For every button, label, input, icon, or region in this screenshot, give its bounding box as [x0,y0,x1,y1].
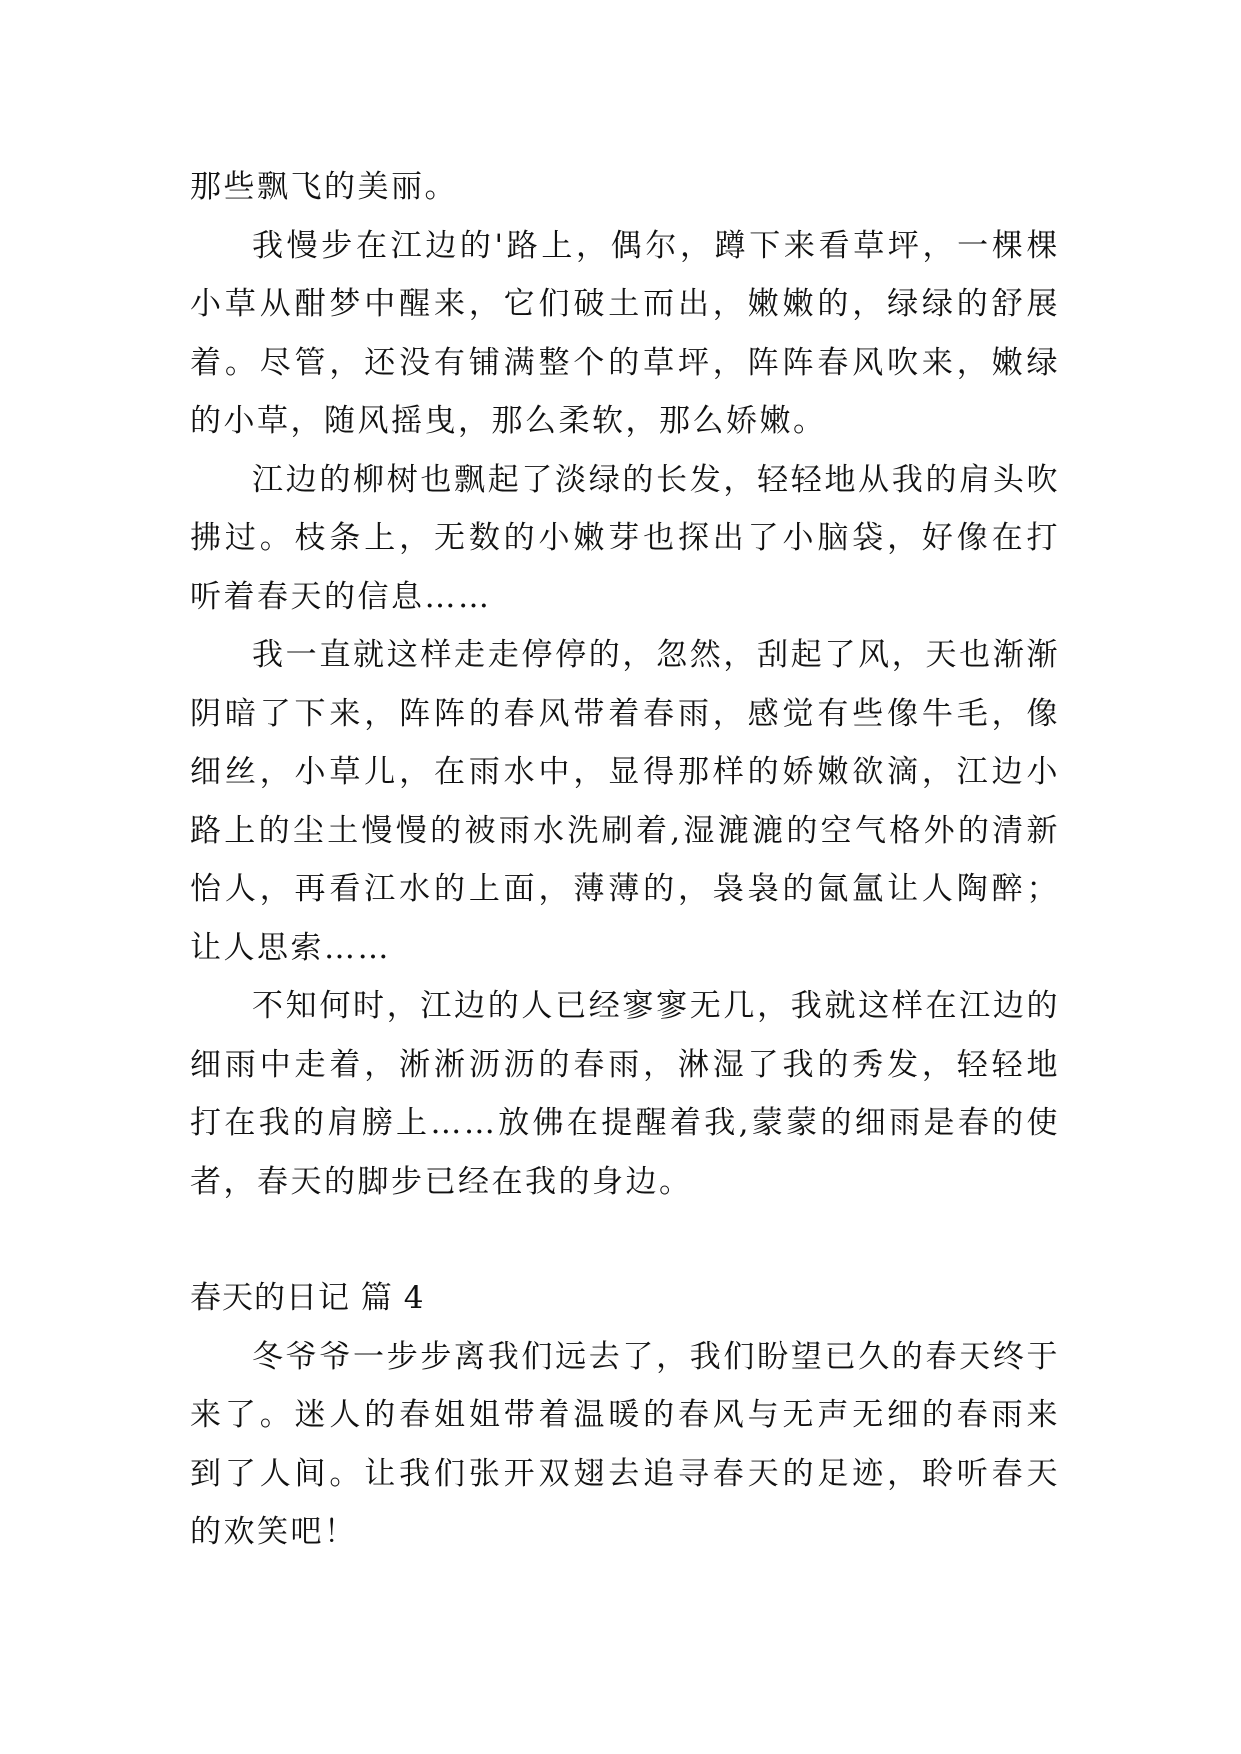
document-body [190,158,1060,1562]
section-spacer [190,1211,1060,1269]
paragraph-drizzle: 不知何时，江边的人已经寥寥无几，我就这样在江边的细雨中走着，淅淅沥沥的春雨，淋湿了我的秀发，轻轻地打在我的肩膀上……放佛在提醒着我,蒙蒙的细雨是春的使者，春天的脚步已经在我的身边。 [190,988,1060,1200]
paragraph-grass: 我慢步在江边的'路上，偶尔，蹲下来看草坪，一棵棵小草从酣梦中醒来，它们破土而出，嫩嫩的，绿绿的舒展着。尽管，还没有铺满整个的草坪，阵阵春风吹来，嫩绿的小草，随风摇曳，那么柔软，那么娇嫩。 [190,227,1060,439]
section-heading: 春天的日记 篇 4 [190,1280,425,1316]
paragraph-spring-arrives: 冬爷爷一步步离我们远去了，我们盼望已久的春天终于来了。迷人的春姐姐带着温暖的春风与无声无细的春雨来到了人间。让我们张开双翅去追寻春天的足迹，聆听春天的欢笑吧！ [190,1338,1060,1550]
paragraph-continuation: 那些飘飞的美丽。 [190,169,458,205]
paragraph-willow: 江边的柳树也飘起了淡绿的长发，轻轻地从我的肩头吹拂过。枝条上，无数的小嫩芽也探出了小脑袋，好像在打听着春天的信息…… [190,461,1060,615]
paragraph-rain: 我一直就这样走走停停的，忽然，刮起了风，天也渐渐阴暗了下来，阵阵的春风带着春雨，感觉有些像牛毛，像细丝，小草儿，在雨水中，显得那样的娇嫩欲滴，江边小路上的尘土慢慢的被雨水洗刷着,湿漉漉的空气格外的清新怡人，再看江水的上面，薄薄的，袅袅的氤氲让人陶醉；让人思索…… [190,637,1060,966]
